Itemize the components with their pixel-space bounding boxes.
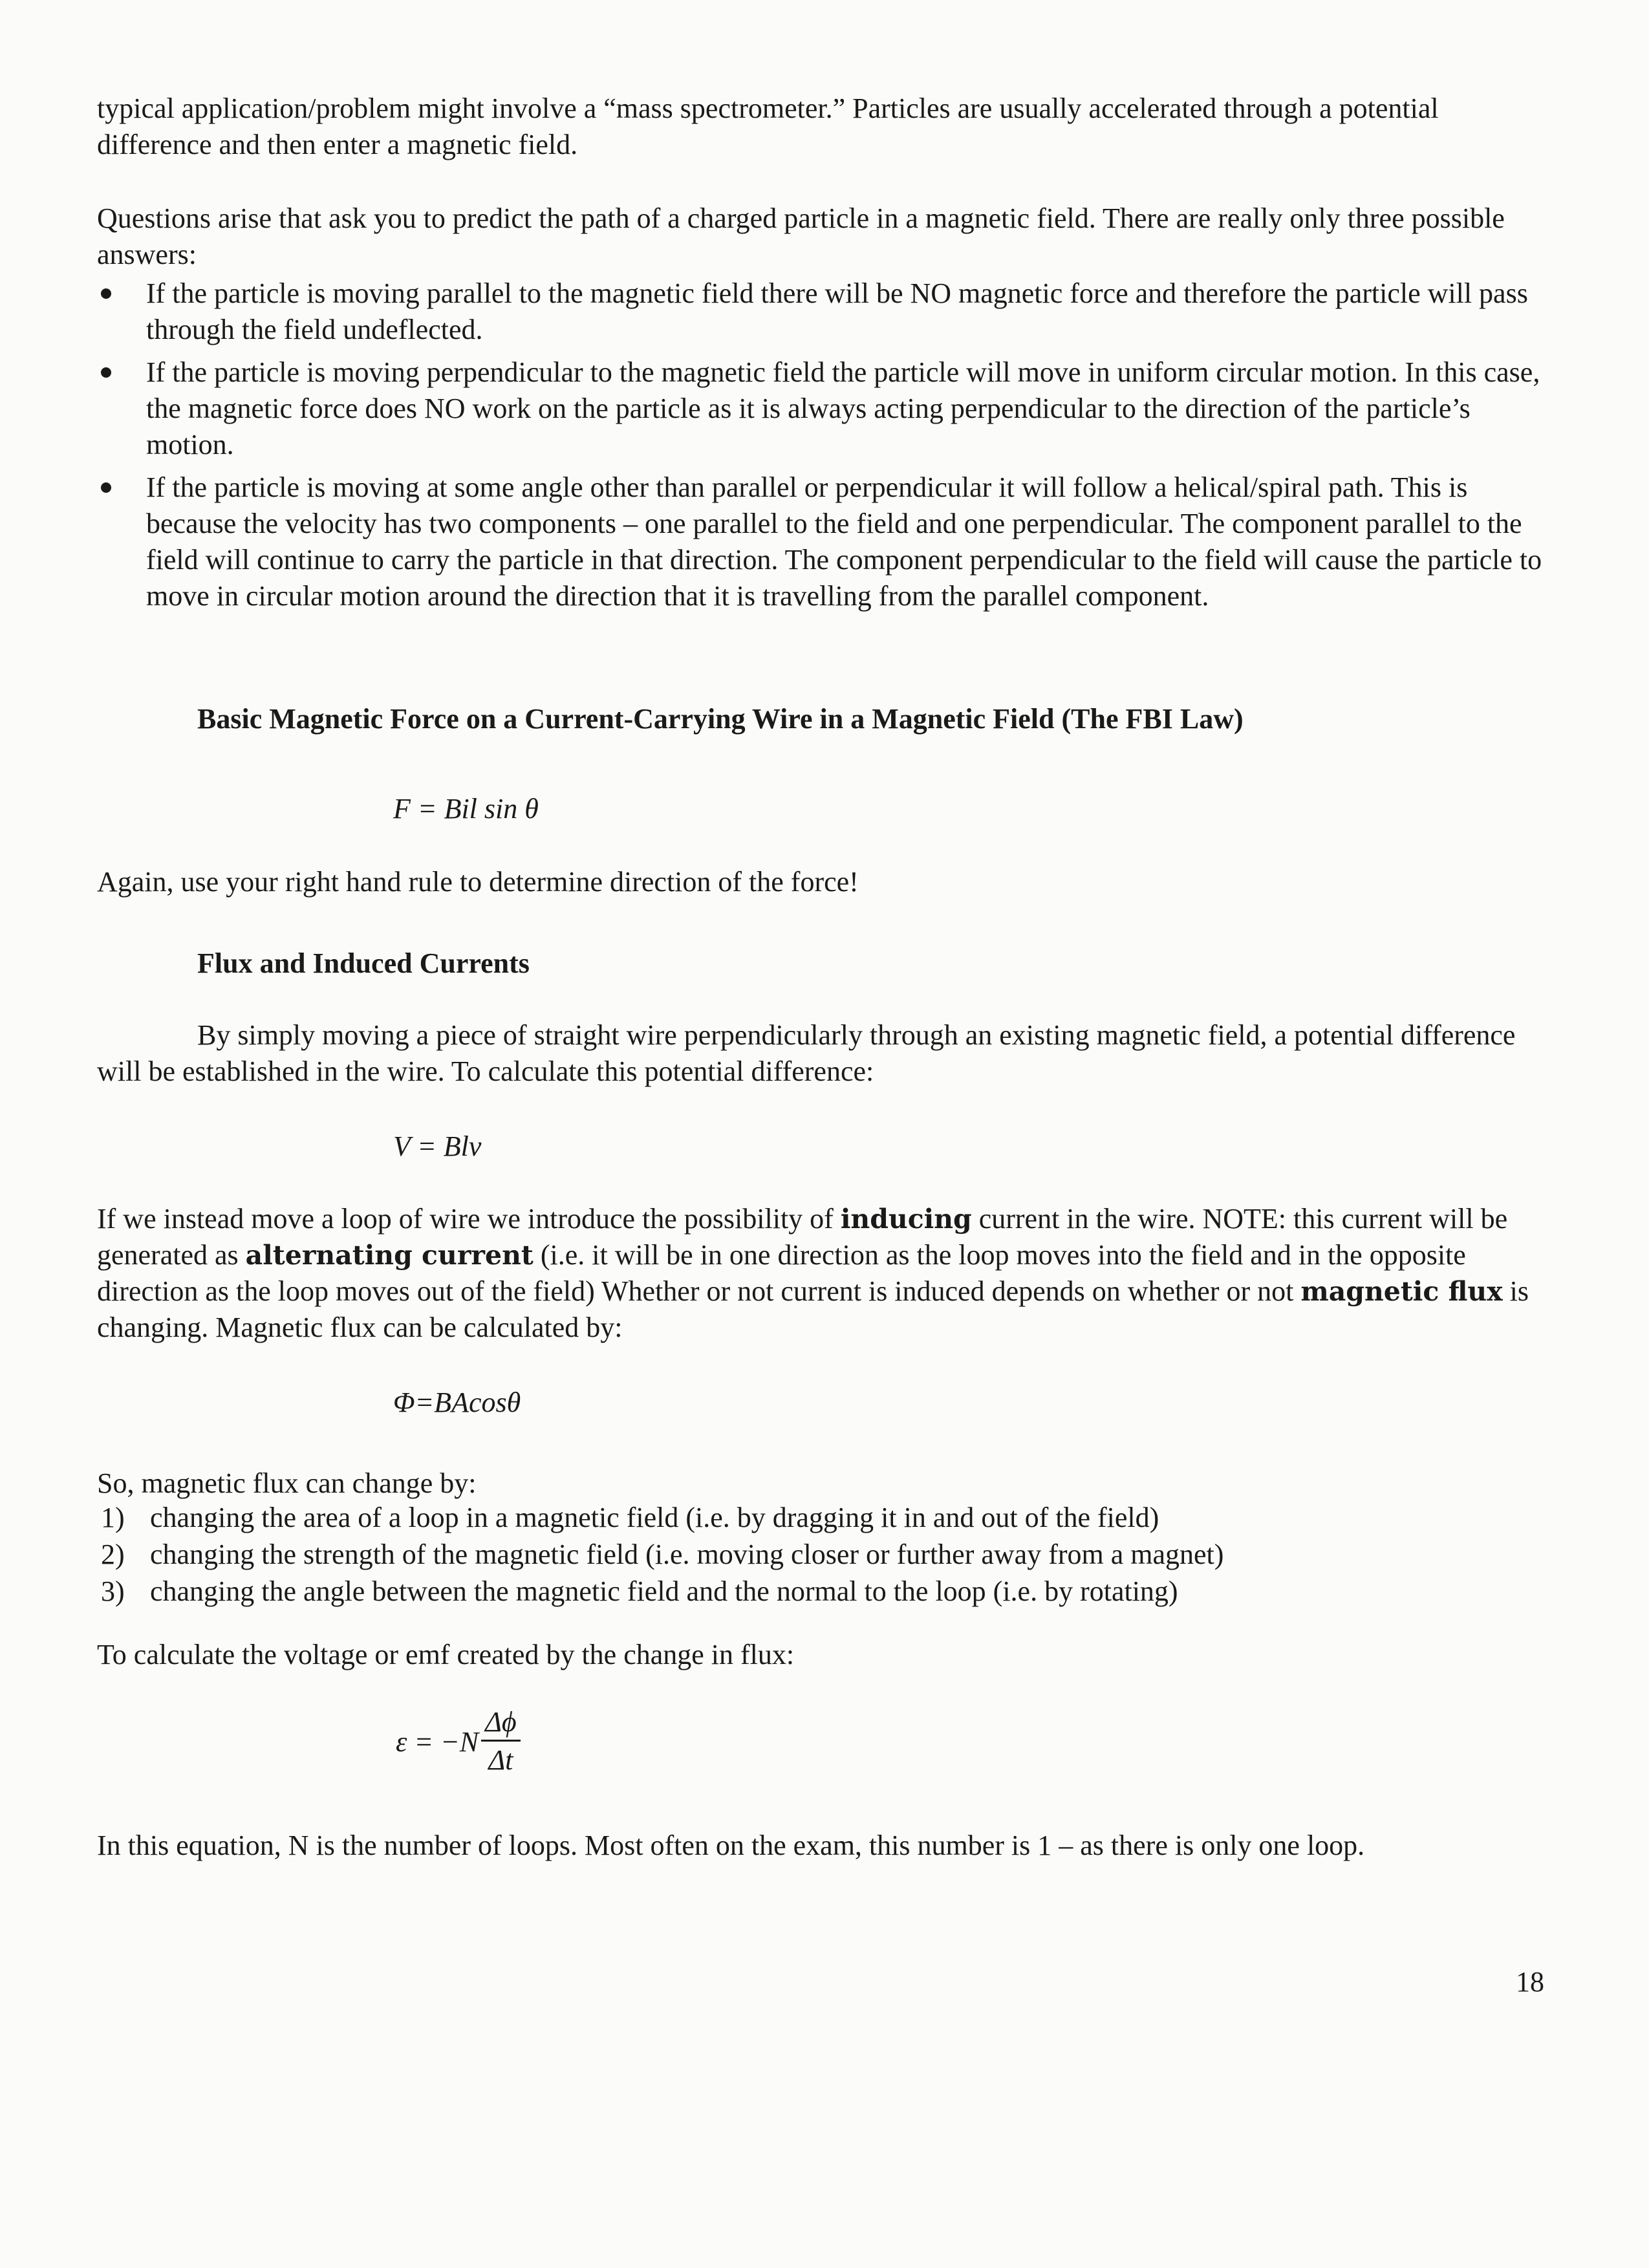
list-item — [101, 1573, 1223, 1610]
list-item — [101, 1499, 1223, 1536]
flux-change-list — [101, 1499, 1223, 1610]
emf-equation — [396, 1706, 521, 1778]
bullet-text: If the particle is moving parallel to the magnetic field there will be NO magnetic force and therefore the particle will pass through the field undeflected. — [146, 277, 1528, 345]
bullet-item — [97, 470, 1558, 614]
inducing-term: inducing — [840, 1204, 972, 1235]
questions-paragraph: Questions arise that ask you to predict the path of a charged particle in a magnetic field. There are really only three possible answers: — [97, 202, 1505, 270]
alternating-current-term: alternating current — [245, 1240, 534, 1271]
emf-intro: To calculate the voltage or emf created by the change in flux: — [97, 1639, 795, 1670]
closing-paragraph: In this equation, N is the number of loops. Most often on the exam, this number is 1 – as there is only one loop. — [97, 1830, 1365, 1861]
loop-paragraph — [97, 1201, 1552, 1346]
bullet-text: If the particle is moving perpendicular to the magnetic field the particle will move in uniform circular motion. In this case, the magnetic force does NO work on the particle as it is always acting perpendicular to the direction of the particle’s motion. — [146, 356, 1540, 460]
emf-numerator: Δϕ — [481, 1706, 521, 1742]
list-text: changing the strength of the magnetic field (i.e. moving closer or further away from a magnet) — [150, 1539, 1224, 1570]
blv-equation: V = Blv — [393, 1130, 482, 1162]
flux-equation: Φ=BAcosθ — [393, 1387, 521, 1418]
flux-heading: Flux and Induced Currents — [197, 947, 530, 979]
bullet-dot-icon — [101, 288, 111, 299]
loop-text: current in the wire. NOTE: this current will be generated as — [97, 1203, 1508, 1271]
list-text: changing the angle between the magnetic field and the normal to the loop (i.e. by rotating) — [150, 1575, 1178, 1607]
emf-fraction — [481, 1706, 521, 1778]
emf-denominator: Δt — [488, 1744, 513, 1776]
loop-text: (i.e. it will be in one direction as the loop moves into the field and in the opposite direction as the loop moves out of the field) Whether or not current is induced depends on whether or not — [97, 1239, 1466, 1307]
intro-paragraph: typical application/problem might involve a “mass spectrometer.” Particles are usually accelerated through a potential difference and then enter a magnetic field. — [97, 92, 1439, 160]
list-number: 1) — [101, 1502, 125, 1533]
fbi-equation: F = Bil sin θ — [393, 793, 539, 825]
fbi-heading: Basic Magnetic Force on a Current-Carrying Wire in a Magnetic Field (The FBI Law) — [197, 703, 1244, 735]
bullet-dot-icon — [101, 482, 111, 493]
loop-text: is changing. Magnetic flux can be calculated by: — [97, 1275, 1529, 1343]
magnetic-flux-term: magnetic flux — [1300, 1276, 1503, 1307]
list-text: changing the area of a loop in a magnetic field (i.e. by dragging it in and out of the field) — [150, 1502, 1159, 1533]
list-item — [101, 1536, 1223, 1573]
list-number: 2) — [101, 1539, 125, 1570]
right-hand-rule-note: Again, use your right hand rule to determine direction of the force! — [97, 866, 859, 898]
path-bullet-list — [97, 275, 1558, 621]
list-number: 3) — [101, 1575, 125, 1607]
wire-paragraph: By simply moving a piece of straight wire perpendicularly through an existing magnetic field, a potential difference will be established in the wire. To calculate this potential difference: — [97, 1019, 1516, 1087]
emf-lhs: ε = −N — [396, 1726, 479, 1758]
loop-text: If we instead move a loop of wire we introduce the possibility of — [97, 1203, 841, 1235]
change-intro: So, magnetic flux can change by: — [97, 1467, 477, 1499]
bullet-text: If the particle is moving at some angle other than parallel or perpendicular it will follow a helical/spiral path. This is because the velocity has two components – one parallel to the field and one perpendicular. The component parallel to the field will continue to carry the particle in that direction. The component perpendicular to the field will cause the particle to move in circular motion around the direction that it is travelling from the parallel component. — [146, 471, 1542, 612]
bullet-item — [97, 354, 1558, 463]
page-number: 18 — [1516, 1966, 1544, 1998]
bullet-dot-icon — [101, 367, 111, 378]
bullet-item — [97, 275, 1558, 348]
